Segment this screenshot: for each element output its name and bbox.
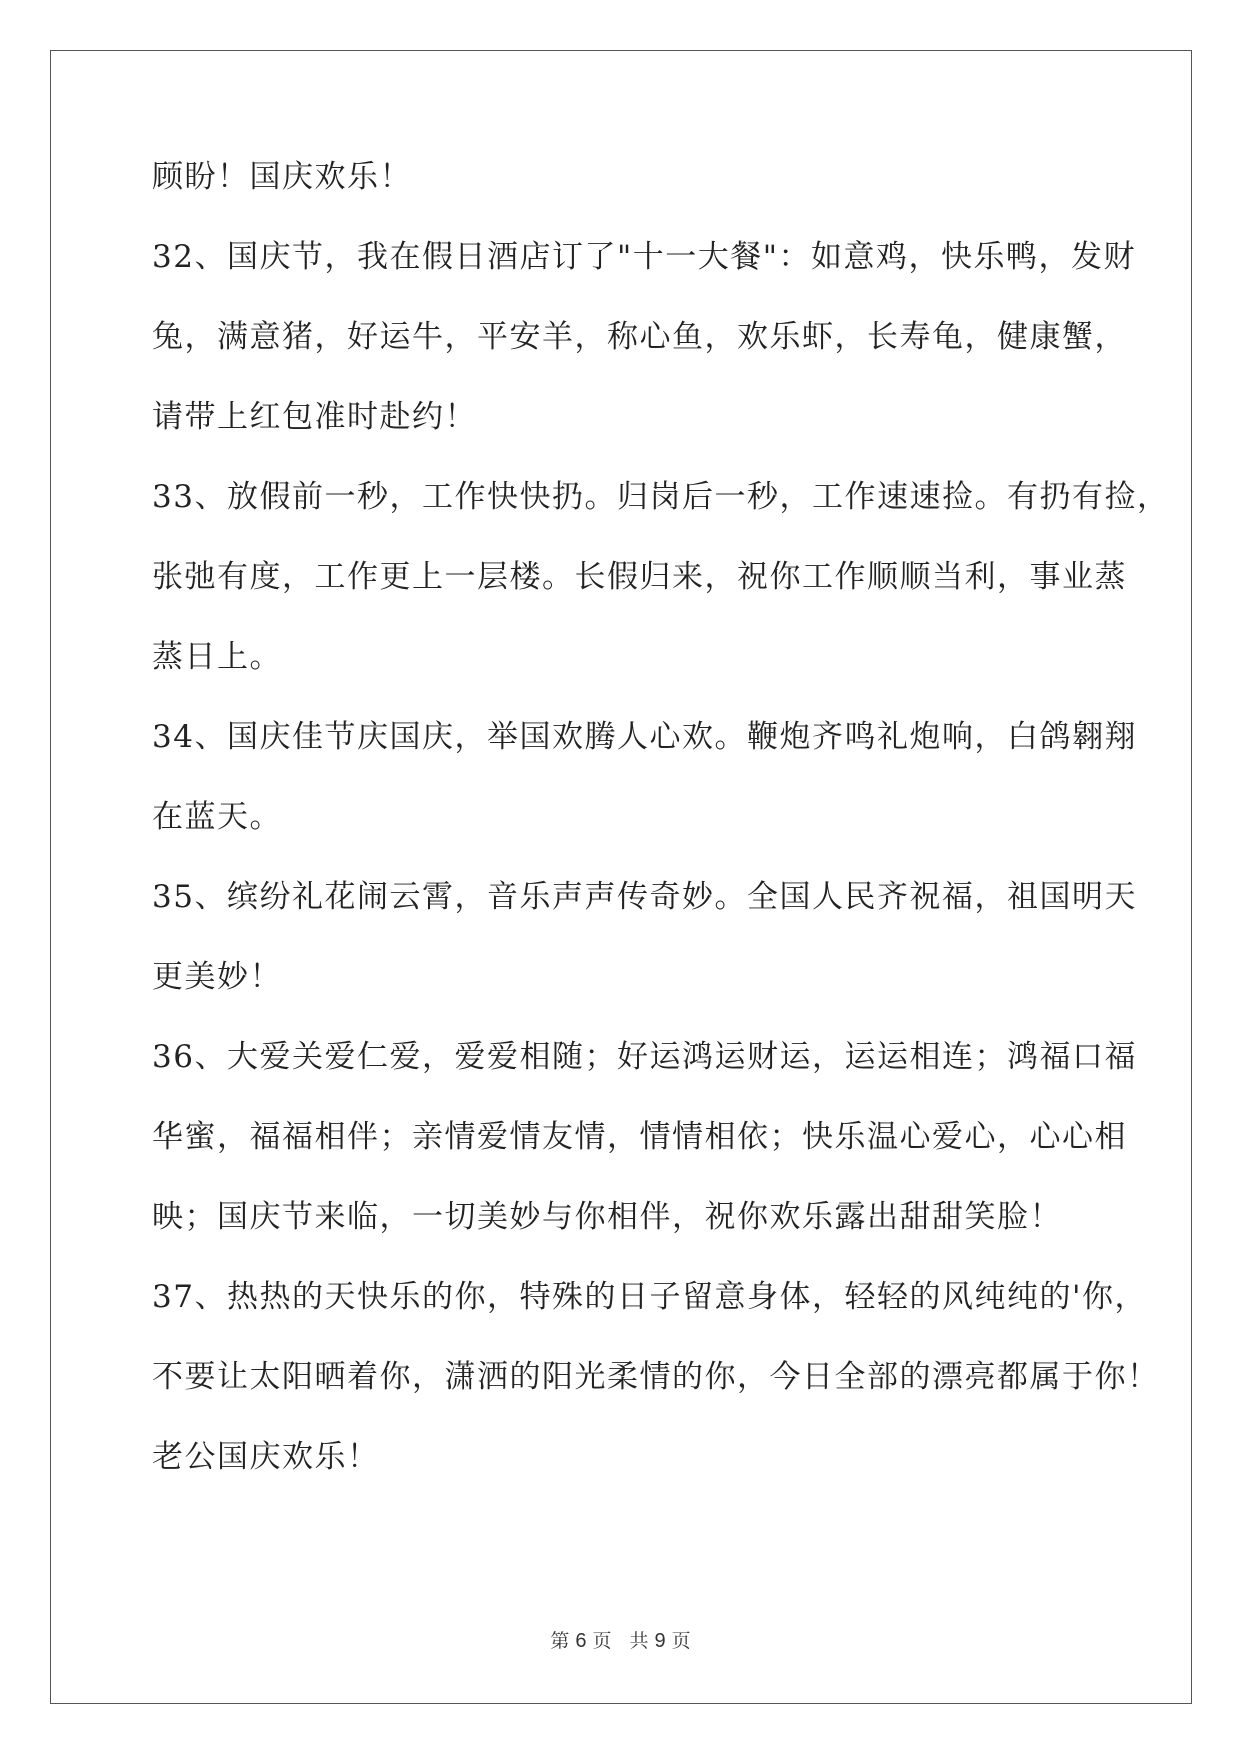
text-line: 33、放假前一秒，工作快快扔。归岗后一秒，工作速速捡。有扔有捡，	[152, 479, 1170, 515]
text-line: 37、热热的天快乐的你，特殊的日子留意身体，轻轻的风纯纯的'你，	[152, 1279, 1147, 1315]
text-line: 蒸日上。	[152, 639, 282, 675]
text-line: 兔，满意猪，好运牛，平安羊，称心鱼，欢乐虾，长寿龟，健康蟹，	[152, 319, 1127, 355]
page-total	[627, 1630, 694, 1652]
page-suffix: 页	[592, 1630, 612, 1652]
text-line: 华蜜，福福相伴；亲情爱情友情，情情相依；快乐温心爱心，心心相	[152, 1119, 1127, 1155]
text-line: 映；国庆节来临，一切美妙与你相伴，祝你欢乐露出甜甜笑脸！	[152, 1199, 1062, 1235]
text-line: 顾盼！国庆欢乐！	[152, 159, 412, 195]
text-line: 张弛有度，工作更上一层楼。长假归来，祝你工作顺顺当利，事业蒸	[152, 559, 1127, 595]
text-line: 34、国庆佳节庆国庆，举国欢腾人心欢。鞭炮齐鸣礼炮响，白鸽翱翔	[152, 719, 1137, 755]
total-pages: 9	[654, 1630, 666, 1652]
page-prefix: 第	[550, 1630, 570, 1652]
text-line: 36、大爱关爱仁爱，爱爱相随；好运鸿运财运，运运相连；鸿福口福	[152, 1039, 1137, 1075]
total-prefix: 共	[629, 1630, 649, 1652]
page-number	[547, 1630, 614, 1652]
text-line: 不要让太阳晒着你，潇洒的阳光柔情的你，今日全部的漂亮都属于你！	[152, 1359, 1160, 1395]
text-line: 35、缤纷礼花闹云霄，音乐声声传奇妙。全国人民齐祝福，祖国明天	[152, 879, 1137, 915]
text-line: 32、国庆节，我在假日酒店订了"十一大餐"：如意鸡，快乐鸭，发财	[152, 239, 1136, 275]
current-page: 6	[575, 1630, 587, 1652]
text-line: 在蓝天。	[152, 799, 282, 835]
total-suffix: 页	[671, 1630, 691, 1652]
text-line: 请带上红包准时赴约！	[152, 399, 477, 435]
text-line: 老公国庆欢乐！	[152, 1439, 380, 1475]
text-line: 更美妙！	[152, 959, 282, 995]
page-footer	[0, 1626, 1241, 1653]
